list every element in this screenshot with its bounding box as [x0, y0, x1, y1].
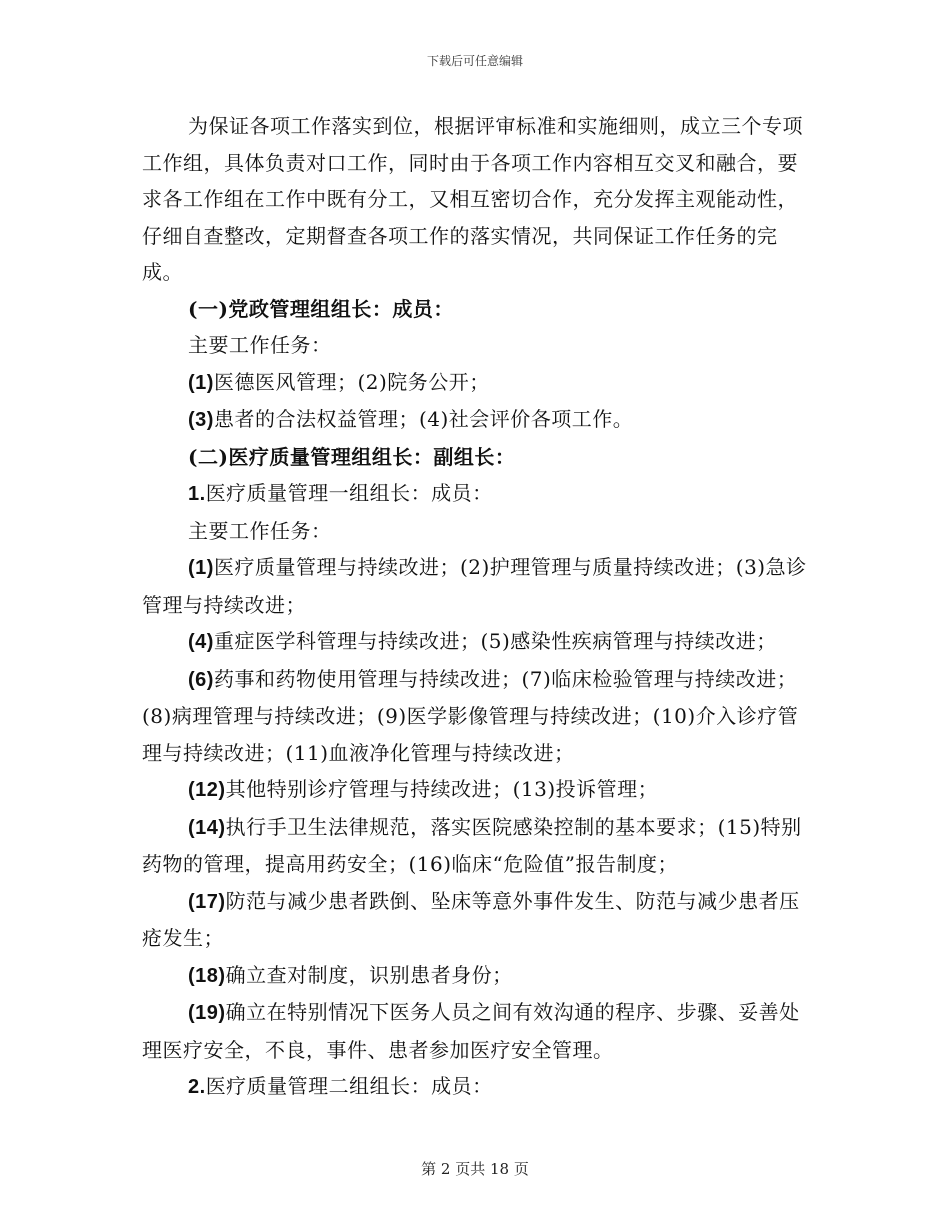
subsection-title: [142, 475, 807, 513]
list-item: [142, 771, 807, 809]
item-text: 重症医学科管理与持续改进；(5)感染性疾病管理与持续改进；: [213, 629, 777, 653]
list-item: [142, 661, 807, 772]
list-item: [142, 623, 807, 661]
item-number: (14): [188, 816, 226, 839]
item-number: (6): [188, 668, 214, 691]
item-text: 确立在特别情况下医务人员之间有效沟通的程序、步骤、妥善处理医疗安全，不良，事件、患者参加医疗安全管理。: [142, 1000, 800, 1062]
item-number: (12): [188, 779, 226, 801]
item-text: 防范与减少患者跌倒、坠床等意外事件发生、防范与减少患者压疮发生；: [142, 888, 800, 950]
item-text: 其他特别诊疗管理与持续改进；(13)投诉管理；: [225, 777, 659, 801]
document-body: [142, 108, 807, 1106]
item-text: 医疗质量管理与持续改进；(2)护理管理与质量持续改进；(3)急诊管理与持续改进；: [142, 555, 807, 617]
page-footer: 第 2 页共 18 页: [421, 1160, 529, 1178]
item-text: 药事和药物使用管理与持续改进；(7)临床检验管理与持续改进；(8)病理管理与持续改进；(9)医学影像管理与持续改进；(10)介入诊疗管理与持续改进；(11)血液净化管理与持续改进；: [142, 666, 799, 765]
paragraph-text: 主要工作任务：: [188, 333, 332, 357]
item-number: (1): [188, 371, 214, 394]
subsection-title: [142, 1068, 807, 1106]
heading-text: (二)医疗质量管理组组长：副组长：: [188, 444, 516, 469]
list-item: [142, 401, 807, 439]
item-text: 患者的合法权益管理；(4)社会评价各项工作。: [213, 407, 634, 431]
list-item: [142, 883, 807, 957]
item-number: (19): [188, 1002, 226, 1024]
item-number: (17): [188, 890, 226, 913]
list-item: [142, 809, 807, 883]
task-label: [142, 513, 807, 550]
list-item: [142, 364, 807, 402]
heading-text: (一)党政管理组组长：成员：: [188, 296, 454, 321]
item-number: 2.: [188, 1076, 206, 1098]
page-header: 下载后可任意编辑: [426, 54, 523, 68]
item-text: 医疗质量管理一组组长：成员：: [205, 481, 493, 505]
item-number: (4): [188, 631, 214, 653]
section-heading-party: [142, 291, 807, 328]
item-text: 执行手卫生法律规范，落实医院感染控制的基本要求；(15)特别药物的管理，提高用药安全；(16)临床“危险值”报告制度；: [142, 814, 802, 876]
item-number: (18): [188, 964, 226, 987]
item-text: 医疗质量管理二组组长：成员：: [205, 1074, 493, 1098]
intro-paragraph: [142, 108, 807, 291]
item-text: 确立查对制度，识别患者身份；: [225, 962, 513, 987]
item-number: (3): [188, 409, 214, 431]
item-number: 1.: [188, 483, 206, 505]
list-item: [142, 994, 807, 1068]
item-number: (1): [188, 557, 214, 579]
task-label: [142, 327, 807, 364]
section-heading-quality: [142, 439, 807, 476]
list-item: [142, 957, 807, 995]
list-item: [142, 549, 807, 623]
paragraph-text: 为保证各项工作落实到位，根据评审标准和实施细则，成立三个专项工作组，具体负责对口工作，同时由于各项工作内容相互交叉和融合，要求各工作组在工作中既有分工，又相互密切合作，充分发挥主观能动性，仔细自查整改，定期督查各项工作的落实情况，共同保证工作任务的完成。: [142, 114, 803, 284]
item-text: 医德医风管理；(2)院务公开；: [213, 369, 490, 394]
paragraph-text: 主要工作任务：: [188, 518, 332, 543]
